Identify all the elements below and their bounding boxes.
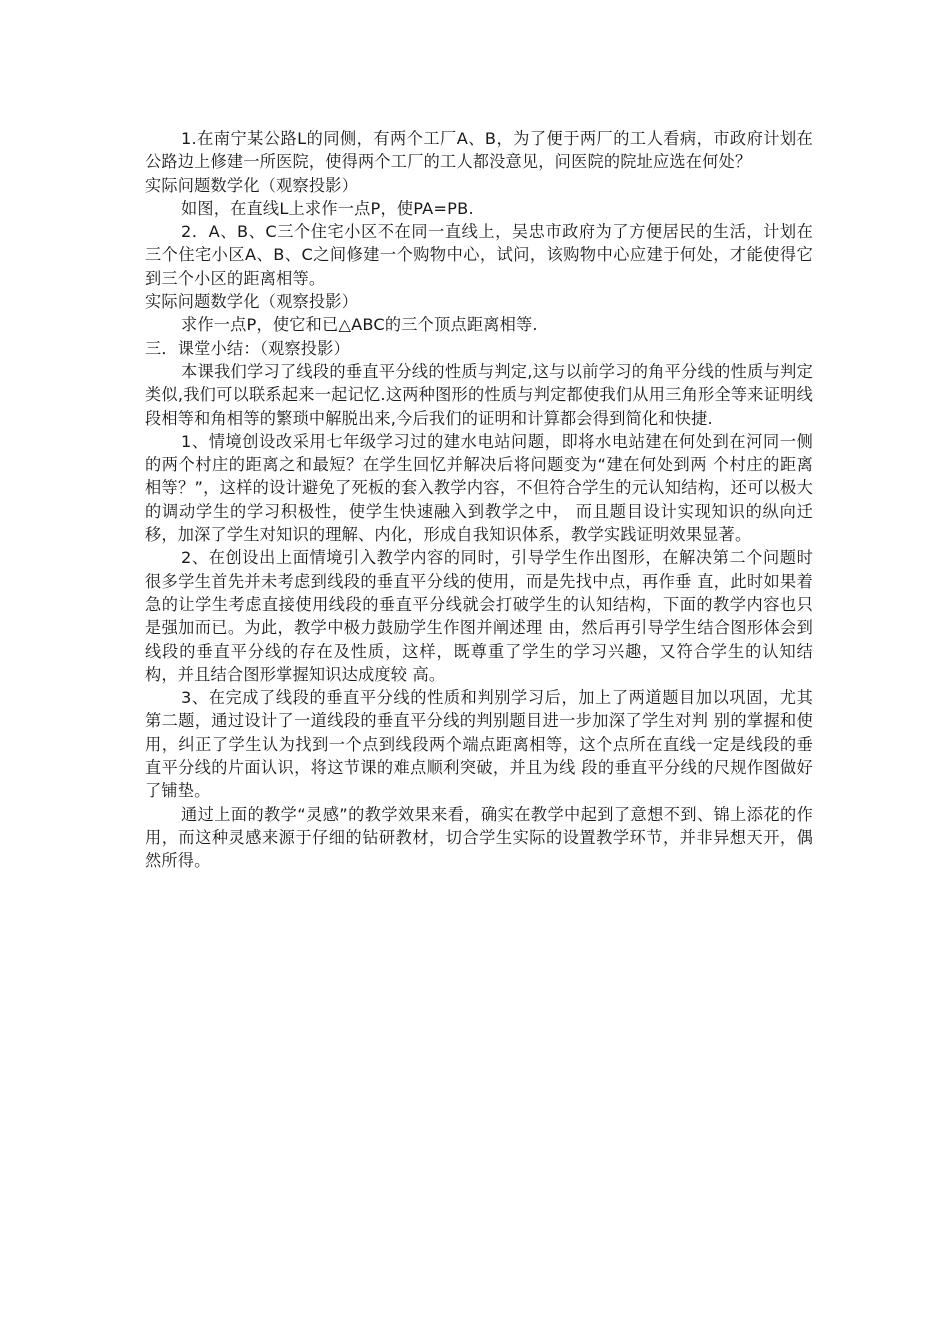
paragraph-conclusion: 通过上面的教学“灵感”的教学效果来看，确实在教学中起到了意想不到、锦上添花的作用，而这种灵感来源于仔细的钻研教材，切合学生实际的设置教学环节，并非异想天开，偶然所得。 — [145, 804, 813, 871]
paragraph-heading-math-1: 实际问题数学化（观察投影） — [145, 175, 359, 195]
paragraph-reflection-2: 2、在创设出上面情境引入教学内容的同时，引导学生作出图形，在解决第二个问题时很多学生首先并未考虑到线段的垂直平分线的使用，而是先找中点，再作垂 直，此时如果着急的让学生考虑直接使用线段的垂直平分线就会打破学生的认知结构，下面的教学内容也只是强加而已。为此，教学中极力鼓励学生作图并阐述理 由，然后再引导学生结合图形体会到线段的垂直平分线的存在及性质，这样，既尊重了学生的学习兴趣，又符合学生的认知结构，并且结合图形掌握知识达成度较 高。 — [145, 548, 813, 684]
paragraph-problem-2: 2．A、B、C三个住宅小区不在同一直线上，吴忠市政府为了方便居民的生活，计划在三个住宅小区A、B、C之间修建一个购物中心，试问，该购物中心应建于何处，才能使得它到三个小区的距离相等。 — [145, 222, 813, 288]
paragraph-summary: 本课我们学习了线段的垂直平分线的性质与判定,这与以前学习的角平分线的性质与判定类似,我们可以联系起来一起记忆.这两种图形的性质与判定都使我们从用三角形全等来证明线段相等和角相等的繁琐中解脱出来,今后我们的证明和计算都会得到简化和快捷. — [145, 361, 813, 428]
paragraph-reflection-1: 1、情境创设改采用七年级学习过的建水电站问题，即将水电站建在何处到在河同一侧的两个村庄的距离之和最短？在学生回忆并解决后将问题变为“建在何处到两 个村庄的距离相等？”，这样的设计避免了死板的套入教学内容，不但符合学生的元认知结构，还可以极大的调动学生的学习积极性，使学生快速融入到教学之中， 而且题目设计实现知识的纵向迁移，加深了学生对知识的理解、内化，形成自我知识体系，教学实践证明效果显著。 — [145, 431, 813, 545]
paragraph-construction-2: 求作一点P，使它和已△ABC的三个顶点距离相等. — [181, 315, 538, 335]
paragraph-heading-math-2: 实际问题数学化（观察投影） — [145, 292, 359, 312]
section-heading-summary: 三．课堂小结：（观察投影） — [145, 338, 350, 358]
paragraph-construction-1: 如图，在直线L上求作一点P，使PA=PB. — [181, 198, 474, 218]
paragraph-problem-1: 1.在南宁某公路L的同侧，有两个工厂A、B，为了便于两厂的工人看病，市政府计划在公路边上修建一所医院，使得两个工厂的工人都没意见，问医院的院址应选在何处？ — [145, 129, 813, 172]
paragraph-reflection-3: 3、在完成了线段的垂直平分线的性质和判别学习后，加上了两道题目加以巩固，尤其第二题，通过设计了一道线段的垂直平分线的判别题目进一步加深了学生对判 别的掌握和使用，纠正了学生认为找到一个点到线段两个端点距离相等，这个点所在直线一定是线段的垂直平分线的片面认识，将这节课的难点顺利突破，并且为线 段的垂直平分线的尺规作图做好了铺垫。 — [145, 688, 813, 801]
document-body — [145, 127, 813, 873]
